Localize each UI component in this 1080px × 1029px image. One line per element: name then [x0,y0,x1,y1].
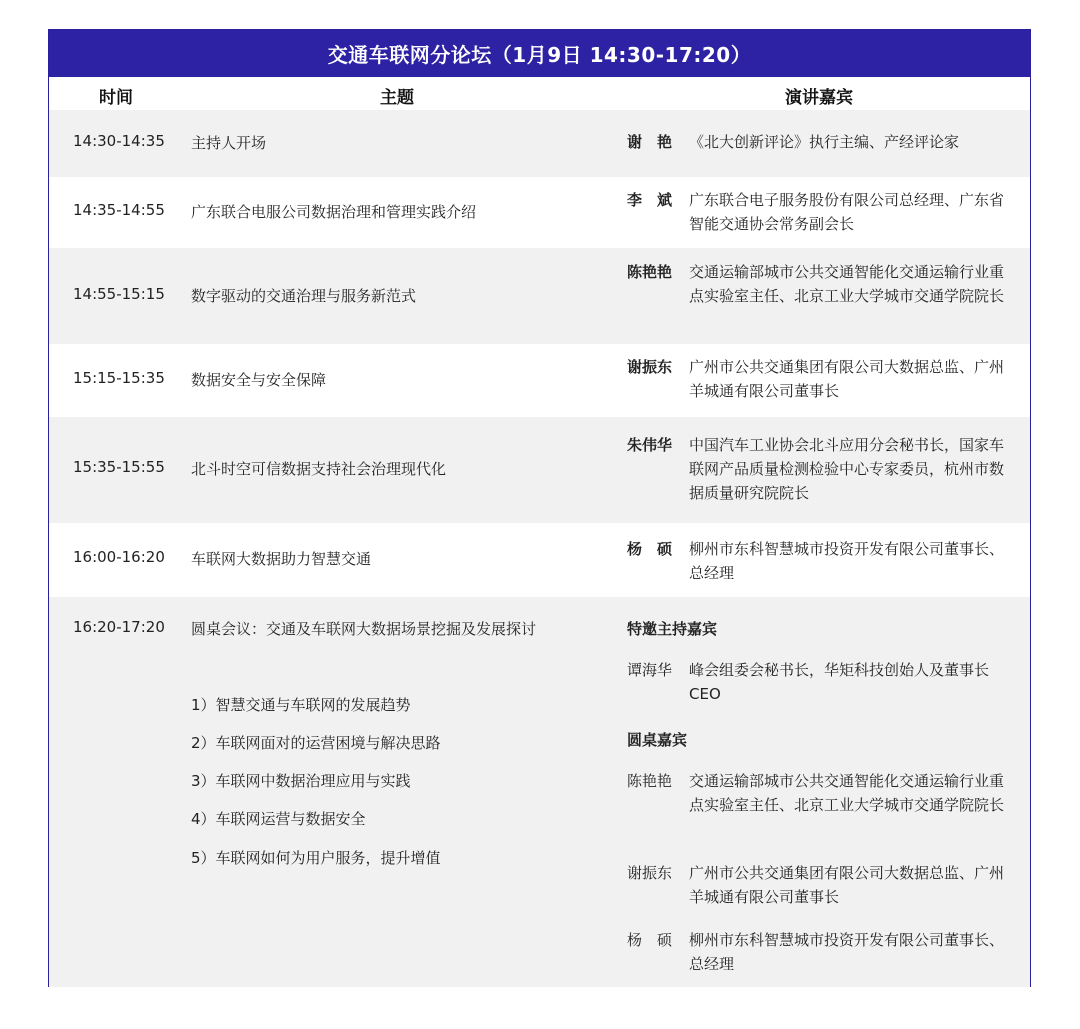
guests-section-label: 圆桌嘉宾 [627,731,688,749]
speaker-name: 李 斌 [627,191,673,209]
row-time: 14:55-15:15 [73,285,165,303]
forum-title: 交通车联网分论坛（1月9日 14:30-17:20） [49,30,1030,77]
subtopic-item: 5）车联网如何为用户服务，提升增值 [191,849,441,867]
speaker-name: 谢振东 [627,358,673,376]
row-time: 15:15-15:35 [73,369,165,387]
speaker-name: 陈艳艳 [627,263,673,281]
header-topic: 主题 [380,88,414,108]
speaker-desc: 交通运输部城市公共交通智能化交通运输行业重点实验室主任、北京工业大学城市交通学院院长 [689,772,1005,814]
speaker-name: 陈艳艳 [627,772,673,790]
subtopic-item: 2）车联网面对的运营困境与解决思路 [191,734,441,752]
row-topic: 数据安全与安全保障 [191,371,327,389]
speaker-desc: 广州市公共交通集团有限公司大数据总监、广州羊城通有限公司董事长 [689,864,1005,906]
table-row [49,110,1030,177]
table-row [49,248,1030,344]
speaker-desc: 峰会组委会秘书长，华矩科技创始人及董事长CEO [689,661,990,703]
header-time: 时间 [99,88,133,108]
table-row [49,344,1030,417]
speaker-desc: 柳州市东科智慧城市投资开发有限公司董事长、总经理 [689,540,1005,582]
table-row [49,523,1030,597]
row-time: 15:35-15:55 [73,458,165,476]
row-topic: 车联网大数据助力智慧交通 [191,550,372,568]
row-time: 14:35-14:55 [73,201,165,219]
row-topic: 主持人开场 [191,134,267,152]
speaker-desc: 柳州市东科智慧城市投资开发有限公司董事长、总经理 [689,931,1005,973]
row-topic: 北斗时空可信数据支持社会治理现代化 [191,460,447,478]
subtopic-item: 3）车联网中数据治理应用与实践 [191,772,411,790]
speaker-desc: 广州市公共交通集团有限公司大数据总监、广州羊城通有限公司董事长 [689,358,1005,400]
speaker-name: 杨 硕 [627,540,673,558]
roundtable-row [49,597,1030,987]
speaker-desc: 广东联合电子服务股份有限公司总经理、广东省智能交通协会常务副会长 [689,191,1005,233]
row-time: 16:00-16:20 [73,548,165,566]
row-topic: 圆桌会议：交通及车联网大数据场景挖掘及发展探讨 [191,620,537,638]
host-section-label: 特邀主持嘉宾 [627,620,718,638]
speaker-name: 谢振东 [627,864,673,882]
table-row [49,177,1030,248]
speaker-name: 谭海华 [627,661,673,679]
row-time: 16:20-17:20 [73,618,165,636]
subtopic-item: 1）智慧交通与车联网的发展趋势 [191,696,411,714]
speaker-desc: 中国汽车工业协会北斗应用分会秘书长，国家车联网产品质量检测检验中心专家委员，杭州市数据质量研究院院长 [689,436,1005,502]
table-row [49,417,1030,523]
subtopic-item: 4）车联网运营与数据安全 [191,810,366,828]
speaker-desc: 《北大创新评论》执行主编、产经评论家 [689,133,960,151]
speaker-desc: 交通运输部城市公共交通智能化交通运输行业重点实验室主任、北京工业大学城市交通学院院长 [689,263,1005,305]
row-topic: 广东联合电服公司数据治理和管理实践介绍 [191,203,477,221]
header-speaker: 演讲嘉宾 [785,88,853,108]
speaker-name: 谢 艳 [627,133,673,151]
table-header [49,77,1030,110]
row-topic: 数字驱动的交通治理与服务新范式 [191,287,417,305]
speaker-name: 朱伟华 [627,436,673,454]
row-time: 14:30-14:35 [73,132,165,150]
agenda-table [48,29,1031,987]
speaker-name: 杨 硕 [627,931,673,949]
